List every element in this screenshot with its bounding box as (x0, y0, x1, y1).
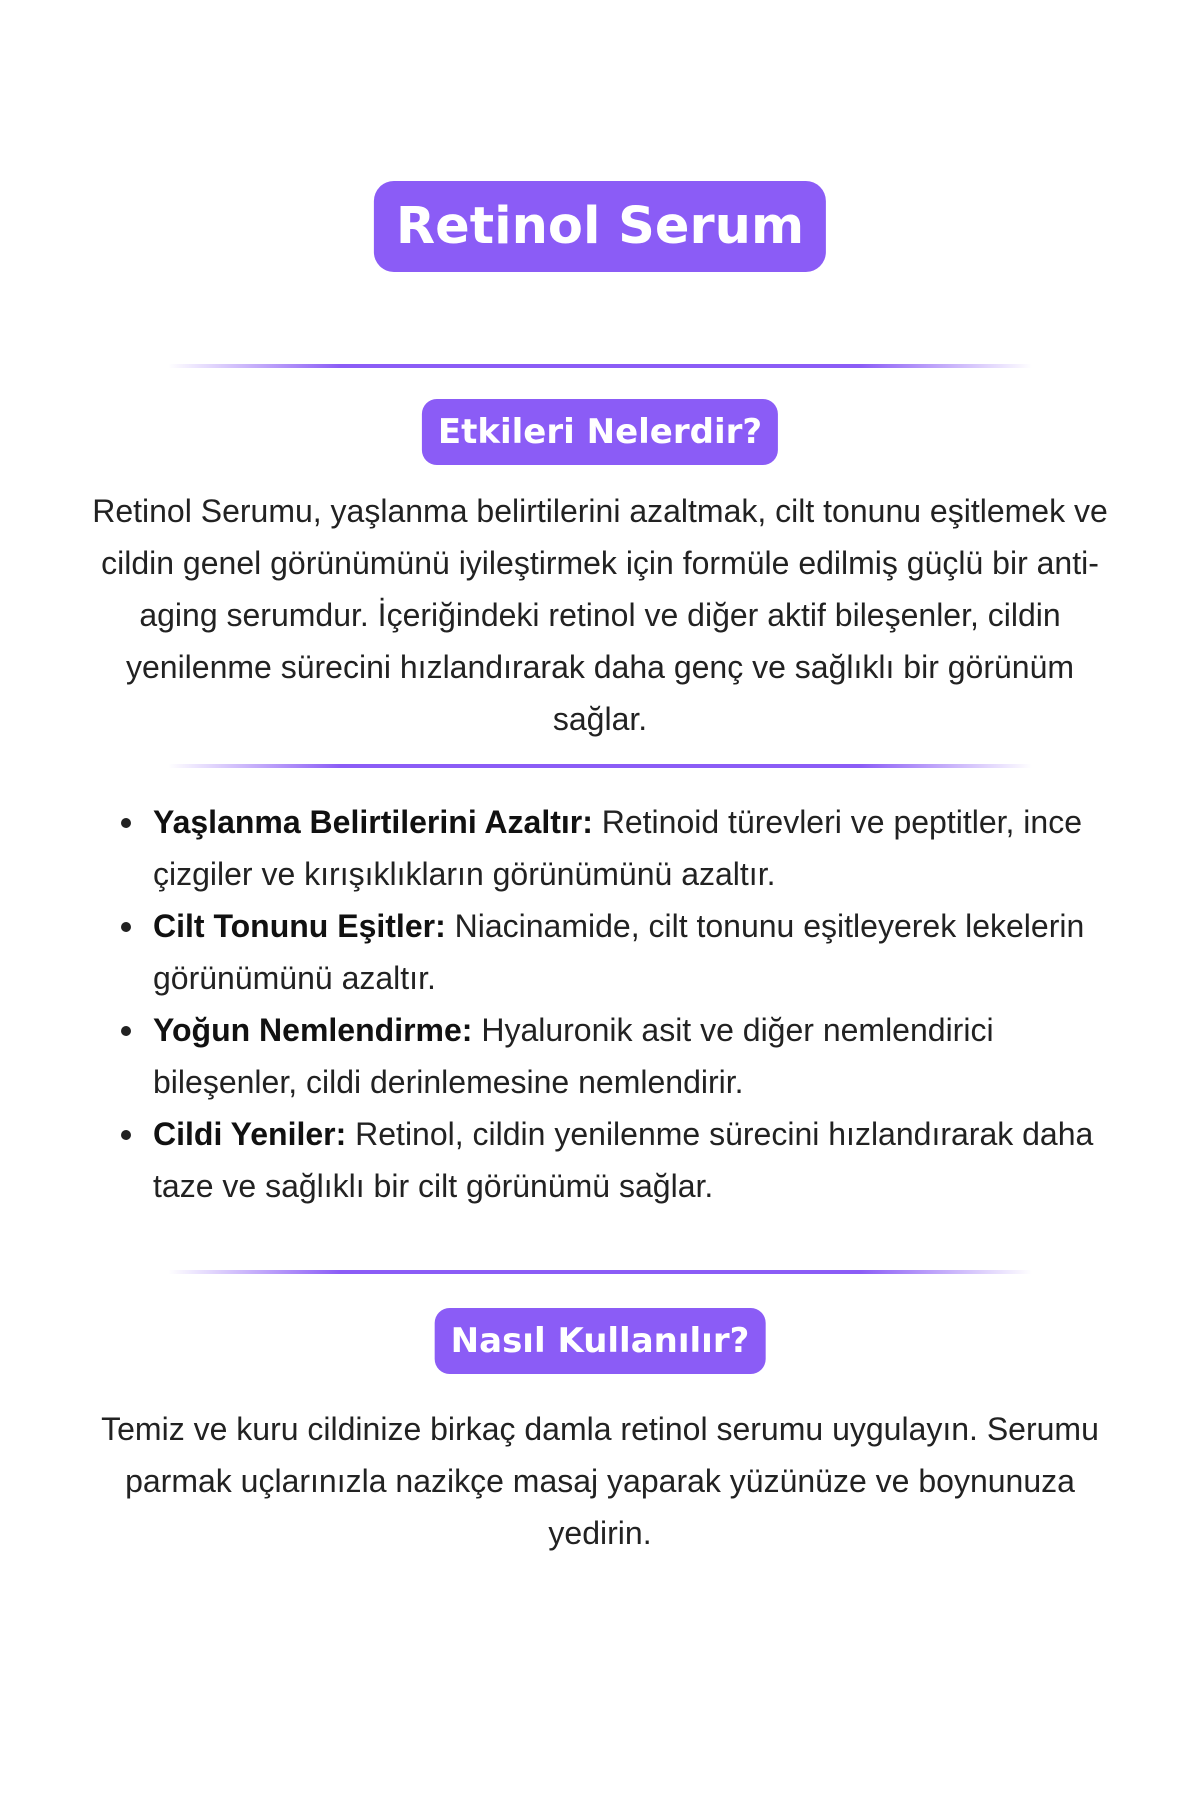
page-title: Retinol Serum (374, 181, 826, 272)
usage-heading: Nasıl Kullanılır? (435, 1308, 766, 1374)
benefit-title: Yoğun Nemlendirme: (153, 1012, 473, 1048)
benefit-text: Retinol, cildin yenilenme sürecini hızlandırarak daha taze ve sağlıklı bir cilt görünümü sağlar. (153, 1116, 1094, 1204)
divider-bottom (168, 1270, 1032, 1274)
benefit-title: Cildi Yeniler: (153, 1116, 347, 1152)
benefit-text: Hyaluronik asit ve diğer nemlendirici bileşenler, cildi derinlemesine nemlendirir. (153, 1012, 994, 1100)
bullet-icon (121, 922, 131, 932)
benefit-text: Retinoid türevleri ve peptitler, ince çizgiler ve kırışıklıkların görünümünü azaltır. (153, 804, 1082, 892)
bullet-icon (121, 1130, 131, 1140)
usage-paragraph: Temiz ve kuru cildinize birkaç damla retinol serumu uygulayın. Serumu parmak uçlarınızla nazikçe masaj yaparak yüzünüze ve boynunuza yedirin. (101, 1411, 1099, 1551)
divider-top (168, 364, 1032, 368)
bullet-icon (121, 818, 131, 828)
list-item (121, 900, 1121, 1004)
benefit-list (121, 796, 1121, 1212)
benefit-text: Niacinamide, cilt tonunu eşitleyerek lekelerin görünümünü azaltır. (153, 908, 1085, 996)
effects-heading: Etkileri Nelerdir? (422, 399, 778, 465)
list-item (121, 1004, 1121, 1108)
benefit-title: Yaşlanma Belirtilerini Azaltır: (153, 804, 593, 840)
divider-middle (168, 764, 1032, 768)
bullet-icon (121, 1026, 131, 1036)
list-item (121, 796, 1121, 900)
intro-paragraph: Retinol Serumu, yaşlanma belirtilerini azaltmak, cilt tonunu eşitlemek ve cildin genel görünümünü iyileştirmek için formüle edilmiş güçlü bir anti-aging serumdur. İçeriğindeki retinol ve diğer aktif bileşenler, cildin yenilenme sürecini hızlandırarak daha genç ve sağlıklı bir görünüm sağlar. (92, 493, 1108, 737)
benefit-title: Cilt Tonunu Eşitler: (153, 908, 446, 944)
list-item (121, 1108, 1121, 1212)
